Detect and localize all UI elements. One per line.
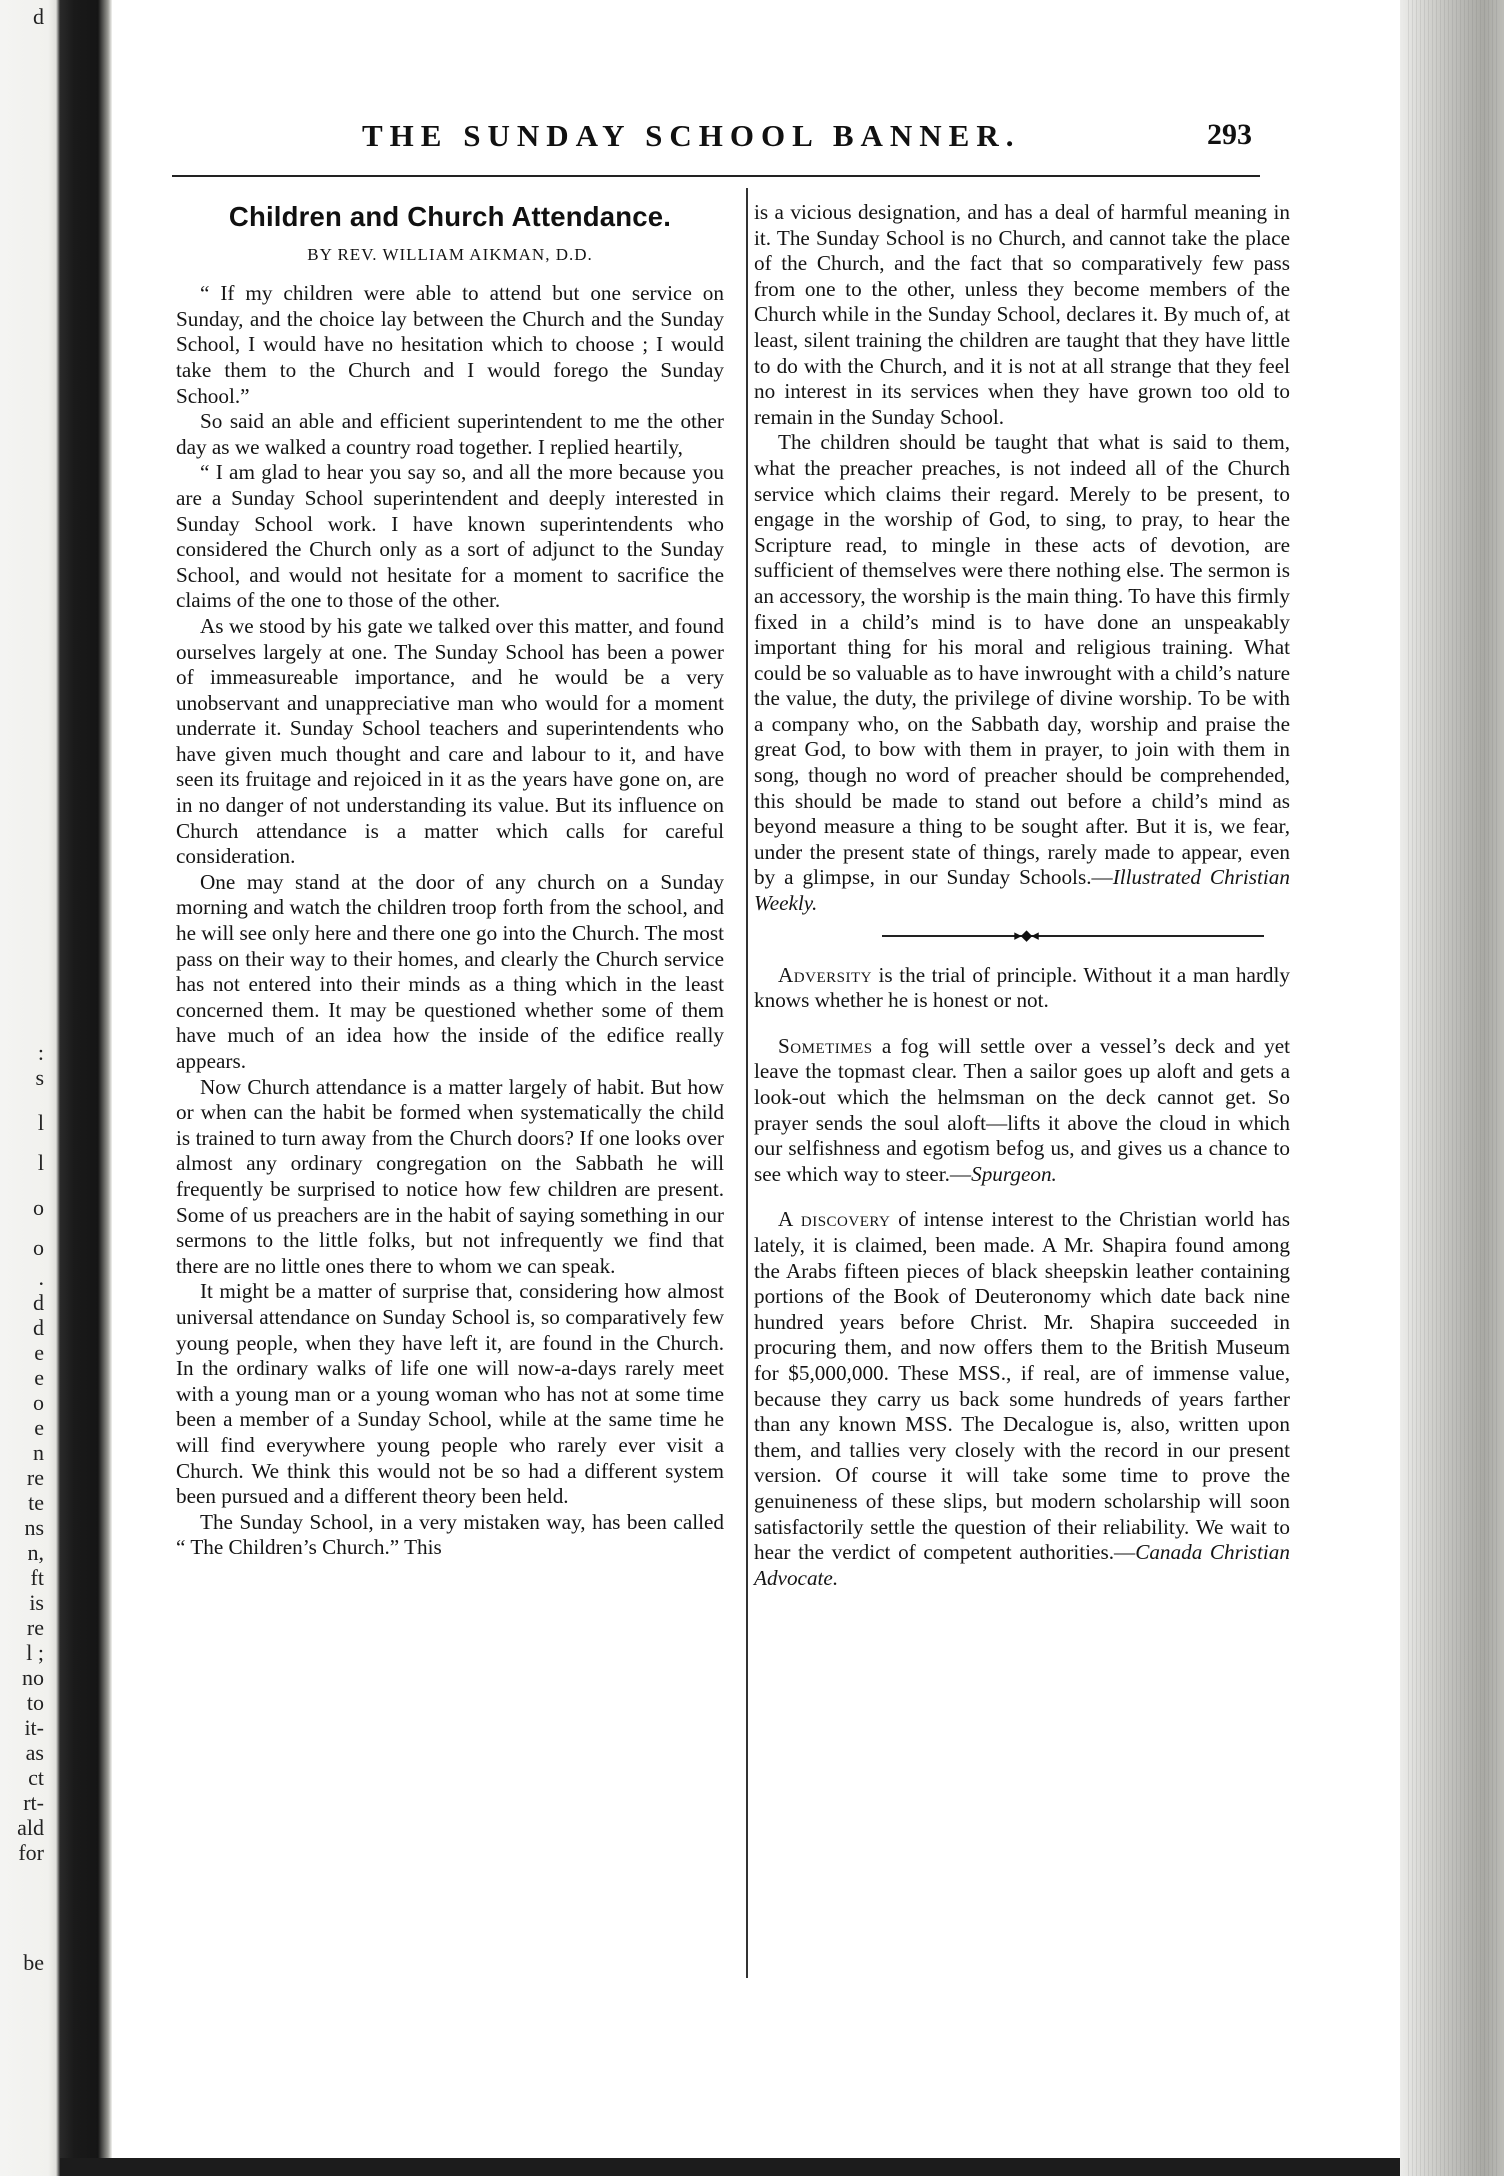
byline: BY REV. WILLIAM AIKMAN, D.D. [307, 244, 593, 264]
facing-page-fragment: s [35, 1065, 44, 1090]
article-paragraph: One may stand at the door of any church on a Sunday morning and watch the children troop forth from the school, and he will see only here and there one go into the Church. The most pass on their way to their homes, and clearly the Church service has not entered into their minds as a thing which in the least concerned them. It may be questioned whether some of them have much of an idea how the inside of the edifice really appears. [176, 869, 724, 1073]
article-title: Children and Church Attendance. [228, 201, 672, 232]
article-source: Illustrated Christian Weekly. [754, 865, 1290, 916]
facing-page-fragment: for [18, 1840, 44, 1865]
item-text: of intense interest to the Christian world has lately, it is claimed, been made. A Mr. Shapira found among the Arabs fifteen pieces of black sheepskin leather containing portions of the Book of Deuteronomy which date back nine hundred years before Christ. Mr. Shapira succeeded in procuring them, and now offers them to the British Museum for $5,000,000. These MSS., if real, are of immense value, because they carry us back some hundreds of years farther than any known MSS. The Decalogue is, also, written upon them, and tallies very closely with the record in our present version. Of course it will take some time to prove the genuineness of these slips, but modern scholarship will soon satisfactorily settle the question of their reliability. We wait to hear the verdict of competent authorities.— [754, 1207, 1290, 1565]
item-text: is the trial of principle. Without it a man hardly knows whether he is honest or not. [754, 962, 1290, 1013]
facing-page-fragment: n, [27, 1540, 44, 1565]
column-rule [746, 188, 748, 1978]
facing-page-fragment: o [33, 1235, 44, 1260]
facing-page-fragment: no [22, 1665, 44, 1690]
facing-page-fragment: rt- [23, 1790, 44, 1815]
article-paragraph: “ If my children were able to attend but one service on Sunday, and the choice lay between the Church and the Sunday School, I would have no hesitation which to choose ; I would take them to the Church and I would forego the Sunday School.” [176, 281, 724, 408]
facing-page-fragment: l [37, 1150, 44, 1175]
running-title: THE SUNDAY SCHOOL BANNER. [362, 118, 1021, 153]
facing-page-fragment: o [33, 1195, 44, 1220]
item-text: a fog will settle over a vessel’s deck and yet leave the topmast clear. Then a sailor goes up aloft and gets a look-out which the helmsman on the deck cannot get. So prayer sends the soul aloft—lifts it above the cloud in which our selfishness and egotism befog us, and gives us a chance to see which way to steer.— [754, 1033, 1290, 1186]
item-fog [754, 1034, 1290, 1188]
item-discovery [754, 1207, 1290, 1591]
article-continuation: is a vicious designation, and has a deal of harmful meaning in it. The Sunday School is no Church, and cannot take the place of the Church, and the fact that so comparatively few pass from one to the other, unless they become members of the Church while in the Sunday School, declares it. By much of, at least, silent training the children are taught that they have little to do with the Church, and it is not at all strange that they feel no interest in its services when they have grown too old to remain in the Sunday School. [754, 200, 1290, 429]
article-paragraph: As we stood by his gate we talked over this matter, and found ourselves largely at one. The Sunday School has been a power of immeasureable importance, and he would be a very unobservant and unappreciative man who would for a moment underrate it. Sunday School teachers and superintendents who have given much thought and care and labour to it, and have seen its fruitage and rejoiced in it as the years have gone on, are in no danger of not understanding its value. But its influence on Church attendance is a matter which calls for careful consideration. [176, 613, 724, 869]
facing-page-fragment: it- [24, 1715, 44, 1740]
facing-page-fragment: l ; [26, 1640, 44, 1665]
facing-page-fragment: . [38, 1265, 44, 1290]
ornament-rule-right [1054, 935, 1264, 937]
facing-page-fragment: e [34, 1365, 44, 1390]
facing-page-fragment: re [26, 1615, 44, 1640]
facing-page-fragment: n [33, 1440, 44, 1465]
bottom-shadow [60, 2158, 1400, 2176]
facing-page-fragment: o [33, 1390, 44, 1415]
facing-page-fragment: l [37, 1110, 44, 1135]
ornament-mark: ▸◆◂ [1014, 927, 1038, 944]
facing-page-fragment: ns [24, 1515, 44, 1540]
facing-page-fragment: e [34, 1415, 44, 1440]
item-lead: Sometimes [778, 1033, 873, 1058]
facing-page-fragment: : [37, 1040, 44, 1065]
facing-page-fragment: e [34, 1340, 44, 1365]
facing-page-fragment: be [23, 1950, 44, 1975]
right-column [754, 200, 1290, 1591]
article-paragraph: “ I am glad to hear you say so, and all the more because you are a Sunday School superintendent and deeply interested in Sunday School work. I have known superintendents who considered the Church only as a sort of adjunct to the Sunday School, and would not hesitate for a moment to sacrifice the claims of the one to those of the other. [176, 460, 724, 613]
facing-page-fragment: is [29, 1590, 44, 1615]
item-source: Canada Christian Advocate. [754, 1540, 1290, 1590]
page-edge-right [1400, 0, 1504, 2176]
facing-page-fragment: ald [17, 1815, 44, 1840]
left-column [176, 200, 724, 1561]
facing-page-fragment: d [33, 1290, 44, 1315]
facing-page-fragment: as [25, 1740, 44, 1765]
article-paragraph: It might be a matter of surprise that, considering how almost universal attendance on Sunday School is, so comparatively few young people, when they have left it, are found in the Church. In the ordinary walks of life one will now-a-days rarely meet with a young man or a young woman who has not at some time been a member of a Sunday School, while at the same time he will find everywhere young people who rarely ever visit a Church. We think this would not be so had a different system been pursued and a different theory been held. [176, 1279, 724, 1509]
article-paragraph: So said an able and efficient superintendent to me the other day as we walked a country road together. I replied heartily, [176, 409, 724, 459]
facing-page-fragment: to [26, 1690, 44, 1715]
facing-page-fragment: d [33, 1315, 44, 1340]
article-paragraph: Now Church attendance is a matter largely of habit. But how or when can the habit be formed when systematically the child is trained to turn away from the Church doors? If one looks over almost any ordinary congregation on the Sabbath he will frequently be surprised to notice how few children are present. Some of us preachers are in the habit of saying something in our sermons to the little folks, but not infrequently we find that there are no little ones there to whom we can speak. [176, 1074, 724, 1278]
page-number: 293 [1207, 118, 1252, 151]
section-ornament [754, 929, 1290, 943]
facing-page-fragment: te [28, 1490, 44, 1515]
item-lead: Adversity [778, 962, 872, 987]
running-header [170, 118, 1260, 166]
item-source: Spurgeon. [971, 1161, 1057, 1186]
facing-page-fragment: d [33, 4, 44, 29]
facing-page-fragment: re [26, 1465, 44, 1490]
article-paragraph: The Sunday School, in a very mistaken way, has been called “ The Children’s Church.” This [176, 1509, 724, 1560]
article-paragraph [754, 430, 1290, 916]
article-paragraph-text: The children should be taught that what is said to them, what the preacher preaches, is not indeed all of the Church service which claims their regard. Merely to be present, to engage in the worship of God, to sing, to pray, to hear the Scripture read, to mingle in these acts of devotion, are sufficient of themselves were there nothing else. The sermon is an accessory, the worship is the main thing. To have this firmly fixed in a child’s mind is to have done an unspeakably important thing for his moral and religious training. What could be so valuable as to have inwrought with a child’s nature the value, the duty, the privilege of divine worship. To be with a company who, on the Sabbath day, worship and praise the great God, to bow with them in prayer, to join with them in song, though no word of preacher should be comprehended, this should be made to stand out before a child’s mind as beyond measure a thing to be sought after. But it is, we fear, under the present state of things, rarely made to appear, even by a glimpse, in our Sunday Schools.— [754, 430, 1290, 890]
facing-page-fragment: ft [30, 1565, 44, 1590]
item-lead: A discovery [778, 1207, 891, 1232]
facing-page-fragment: ct [28, 1765, 44, 1790]
header-rule [172, 175, 1260, 177]
item-adversity [754, 963, 1290, 1014]
